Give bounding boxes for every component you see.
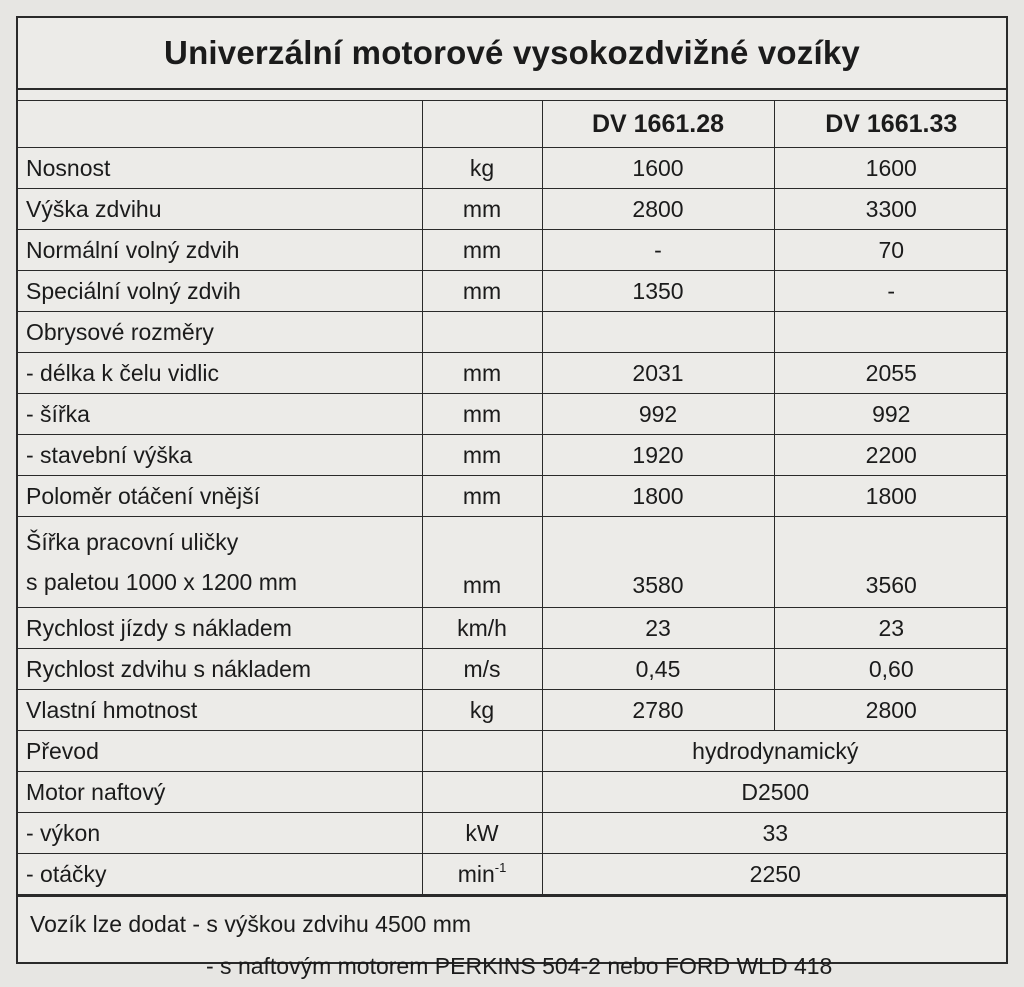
value-dv-1661-33: 2200	[774, 435, 1008, 476]
row-label: Převod	[18, 731, 422, 772]
table-row-shared	[18, 731, 1008, 772]
row-unit	[422, 312, 542, 353]
row-unit: mm	[422, 189, 542, 230]
row-label: Rychlost jízdy s nákladem	[18, 608, 422, 649]
table-row	[18, 690, 1008, 731]
note-line-2: - s naftovým motorem PERKINS 504-2 nebo FORD WLD 418	[206, 953, 833, 979]
value-dv-1661-28: 1920	[542, 435, 774, 476]
value-dv-1661-33: 70	[774, 230, 1008, 271]
table-row	[18, 435, 1008, 476]
value-dv-1661-28: 2780	[542, 690, 774, 731]
table-row	[18, 148, 1008, 189]
value-dv-1661-33: 2800	[774, 690, 1008, 731]
value-dv-1661-28: 1600	[542, 148, 774, 189]
spec-sheet	[16, 16, 1008, 979]
row-unit: m/s	[422, 649, 542, 690]
value-dv-1661-28: 2800	[542, 189, 774, 230]
row-label: Výška zdvihu	[18, 189, 422, 230]
row-unit: km/h	[422, 608, 542, 649]
value-dv-1661-33: 1600	[774, 148, 1008, 189]
column-header-dv-1661-33: DV 1661.33	[774, 101, 1008, 148]
table-row	[18, 608, 1008, 649]
header-row	[18, 101, 1008, 148]
value-dv-1661-33: 1800	[774, 476, 1008, 517]
note-line-1: Vozík lze dodat - s výškou zdvihu 4500 mm	[30, 911, 472, 937]
row-label: Speciální volný zdvih	[18, 271, 422, 312]
row-label: - šířka	[18, 394, 422, 435]
table-row	[18, 394, 1008, 435]
table-row-shared	[18, 772, 1008, 813]
row-unit: mm	[422, 435, 542, 476]
shared-value: hydrodynamický	[542, 731, 1008, 772]
header-empty-unit	[422, 101, 542, 148]
unit-base: min	[457, 861, 495, 887]
row-label: - stavební výška	[18, 435, 422, 476]
table-row	[18, 353, 1008, 394]
header-empty-label	[18, 101, 422, 148]
value-dv-1661-28: 992	[542, 394, 774, 435]
row-label: Rychlost zdvihu s nákladem	[18, 649, 422, 690]
row-unit: kW	[422, 813, 542, 854]
value-dv-1661-33: 23	[774, 608, 1008, 649]
shared-value: 33	[542, 813, 1008, 854]
value-dv-1661-28: 23	[542, 608, 774, 649]
row-unit: mm	[422, 271, 542, 312]
shared-value: 2250	[542, 854, 1008, 895]
value-dv-1661-28: 3580	[542, 517, 774, 608]
value-dv-1661-28: 1350	[542, 271, 774, 312]
table-row	[18, 517, 1008, 608]
spec-table	[18, 101, 1008, 895]
shared-value: D2500	[542, 772, 1008, 813]
table-row-shared	[18, 854, 1008, 895]
table-row	[18, 230, 1008, 271]
value-dv-1661-28: -	[542, 230, 774, 271]
row-label: - otáčky	[18, 854, 422, 895]
value-dv-1661-33	[774, 312, 1008, 353]
row-unit: mm	[422, 517, 542, 608]
row-label: Obrysové rozměry	[18, 312, 422, 353]
row-label: - výkon	[18, 813, 422, 854]
row-unit: kg	[422, 148, 542, 189]
table-row	[18, 189, 1008, 230]
row-label	[18, 517, 422, 608]
title-separator	[18, 90, 1006, 101]
unit-superscript: -1	[494, 860, 507, 875]
row-label: Normální volný zdvih	[18, 230, 422, 271]
row-label-line-2: s paletou 1000 x 1200 mm	[26, 569, 298, 595]
value-dv-1661-33: 3560	[774, 517, 1008, 608]
column-header-dv-1661-28: DV 1661.28	[542, 101, 774, 148]
row-label: Nosnost	[18, 148, 422, 189]
table-row	[18, 312, 1008, 353]
row-unit: mm	[422, 230, 542, 271]
row-unit: mm	[422, 476, 542, 517]
value-dv-1661-33: -	[774, 271, 1008, 312]
value-dv-1661-28: 0,45	[542, 649, 774, 690]
row-label: Poloměr otáčení vnější	[18, 476, 422, 517]
value-dv-1661-33: 992	[774, 394, 1008, 435]
row-unit: mm	[422, 353, 542, 394]
availability-note	[18, 895, 1006, 987]
value-dv-1661-28: 1800	[542, 476, 774, 517]
value-dv-1661-33: 0,60	[774, 649, 1008, 690]
value-dv-1661-28	[542, 312, 774, 353]
row-unit: mm	[422, 394, 542, 435]
row-label: - délka k čelu vidlic	[18, 353, 422, 394]
row-unit: kg	[422, 690, 542, 731]
row-unit	[422, 772, 542, 813]
table-row	[18, 476, 1008, 517]
row-label: Motor naftový	[18, 772, 422, 813]
row-unit	[422, 854, 542, 895]
table-row-shared	[18, 813, 1008, 854]
table-row	[18, 649, 1008, 690]
value-dv-1661-28: 2031	[542, 353, 774, 394]
row-unit	[422, 731, 542, 772]
row-label-line-1: Šířka pracovní uličky	[26, 529, 239, 555]
row-label: Vlastní hmotnost	[18, 690, 422, 731]
page-title: Univerzální motorové vysokozdvižné vozíky	[18, 18, 1006, 90]
table-row	[18, 271, 1008, 312]
value-dv-1661-33: 3300	[774, 189, 1008, 230]
value-dv-1661-33: 2055	[774, 353, 1008, 394]
